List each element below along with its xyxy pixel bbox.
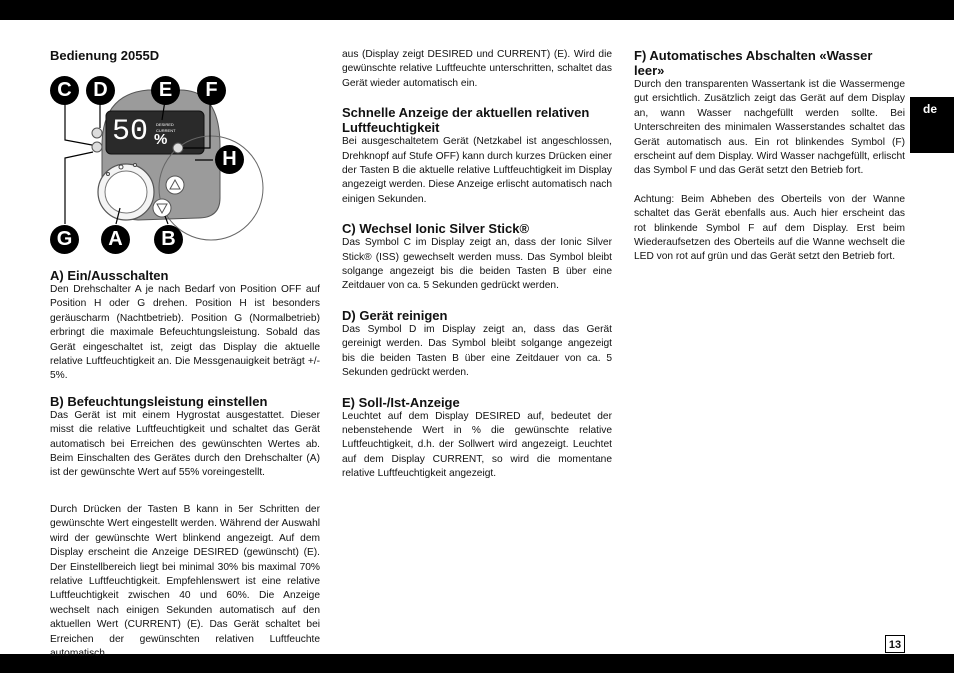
- language-tab: de: [910, 97, 954, 153]
- text-note: Achtung: Beim Abheben des Oberteils von der Wanne schaltet das Gerät ebenfalls aus. Auch hier erscheint das rot blinkende Symbol F auf dem Display. Erst beim Wiederaufsetzen des Oberteils auf die Wanne wechselt die LED von rot auf grün und das Gerät setzt den Betrieb fort.: [634, 193, 905, 263]
- heading-a: A) Ein/Ausschalten: [50, 268, 169, 283]
- text-b-2: Durch Drücken der Tasten B kann in 5er Schritten der gewünschte Wert eingestellt werden. Während der Auswahl wird der gewünschte Wert blinkend angezeigt. Auf dem Display erscheint die Anzeige DESIRED (gewünscht) (E). Der Einstellbereich liegt bei minimal 30% bis maximal 70% relative Luftfeuchtigkeit. Empfehlenswert ist eine relative Luftfeuchtigkeit zwischen 40 und 60%. Die Anzeige wechselt nach einigen Sekunden automatisch auf den aktuellen Wert (CURRENT) (E). Das Gerät schaltet bei Erreichen der gewünschten relativen Luftfeuchte automatisch: [50, 503, 320, 659]
- text-e: Leuchtet auf dem Display DESIRED auf, bedeutet der nebenstehende Wert in % die gewünschte relative Luftfeuchtigkeit, d.h. der Sollwert wird angezeigt. Leuchtet auf dem Display CURRENT, so wird die momentane relative Luftfeuchtigkeit angezeigt.: [342, 410, 612, 480]
- label-h: H: [215, 145, 244, 174]
- text-c: Das Symbol C im Display zeigt an, dass der Ionic Silver Stick® (ISS) gewechselt werden muss. Das Symbol bleibt solgange angezeigt bis die beiden Tasten B über eine Zeitdauer von ca. 5 Sekunden gedrückt werden.: [342, 237, 612, 292]
- text-b-continued: aus (Display zeigt DESIRED und CURRENT) (E). Wird die gewünschte relative Luftfeuchte unterschritten, schaltet das Gerät wieder automatisch ein.: [342, 49, 612, 89]
- label-b: B: [154, 225, 183, 254]
- top-bar: [0, 0, 954, 20]
- heading-f: F) Automatisches Abschalten «Wasser leer»: [634, 48, 873, 78]
- heading-e: E) Soll-/Ist-Anzeige: [342, 394, 460, 410]
- column-3: [634, 48, 905, 265]
- label-f: F: [197, 76, 226, 105]
- label-e: E: [151, 76, 180, 105]
- desired-label: DESIRED: [156, 122, 174, 127]
- text-d: Das Symbol D im Display zeigt an, dass das Gerät gereinigt werden. Das Symbol bleibt solgange angezeigt bis die beiden Tasten B über eine Zeitdauer von ca. 5 Sekunden gedrückt werden.: [342, 323, 612, 379]
- label-a: A: [101, 225, 130, 254]
- label-d: D: [86, 76, 115, 105]
- heading-quick-display: Schnelle Anzeige der aktuellen relativen Luftfeuchtigkeit: [342, 105, 590, 136]
- heading-d: D) Gerät reinigen: [342, 307, 448, 323]
- text-b-1: Das Gerät ist mit einem Hygrostat ausgestattet. Dieser misst die relative Luftfeuchtigkeit und schaltet das Gerät automatisch bei Erreichen des gewünschten Wertes ab. Beim Einschalten des Gerätes durch den Drehschalter (A) ist der gewünschte Wert auf 55% voreingestellt.: [50, 409, 320, 479]
- column-2: [342, 48, 612, 482]
- label-c: C: [50, 76, 79, 105]
- label-g: G: [50, 225, 79, 254]
- page-number: 13: [885, 635, 905, 653]
- text-f: Durch den transparenten Wassertank ist die Wassermenge gut ersichtlich. Zusätzlich zeigt das Gerät auf dem Display an, wann Wasser nachgefüllt werden sollte. Bei Unterschreiten des minimalen Wasserstandes schaltet das Gerät automatisch aus. Ein rot blinkendes Symbol (F) erscheint auf dem Display. Wird Wasser nachgefüllt, erlischt das Symbol F und das Gerät setzt den Betrieb fort.: [634, 79, 905, 177]
- display-value: 50: [112, 115, 149, 149]
- heading-b: B) Befeuchtungsleistung einstellen: [50, 393, 268, 409]
- text-quick-display: Bei ausgeschaltetem Gerät (Netzkabel ist angeschlossen, Drehknopf auf Stufe OFF) kann durch kurzes Drücken einer der Tasten B die aktuelle relative Luftfeuchtigkeit im Display angezeigt werden. Diese Anzeige erlischt automatisch nach einigen Sekunden.: [342, 136, 612, 205]
- display-unit: %: [154, 131, 168, 148]
- heading-c: C) Wechsel Ionic Silver Stick®: [342, 221, 530, 237]
- control-panel-diagram: [50, 68, 280, 260]
- section-title: Bedienung 2055D: [50, 48, 160, 63]
- text-a: Den Drehschalter A je nach Bedarf von Position OFF auf Position H oder G drehen. Position H ist besonders geräuscharm (Nachtbetrieb). Position G (Normalbetrieb) erbringt die maximale Befeuchtungsleistung. Sobald das Gerät eingeschaltet ist, zeigt das Display die aktuelle relative Luftfeuchtigkeit an. Die Messgenauigkeit beträgt +/- 5%.: [50, 284, 320, 382]
- current-label: CURRENT: [156, 128, 176, 133]
